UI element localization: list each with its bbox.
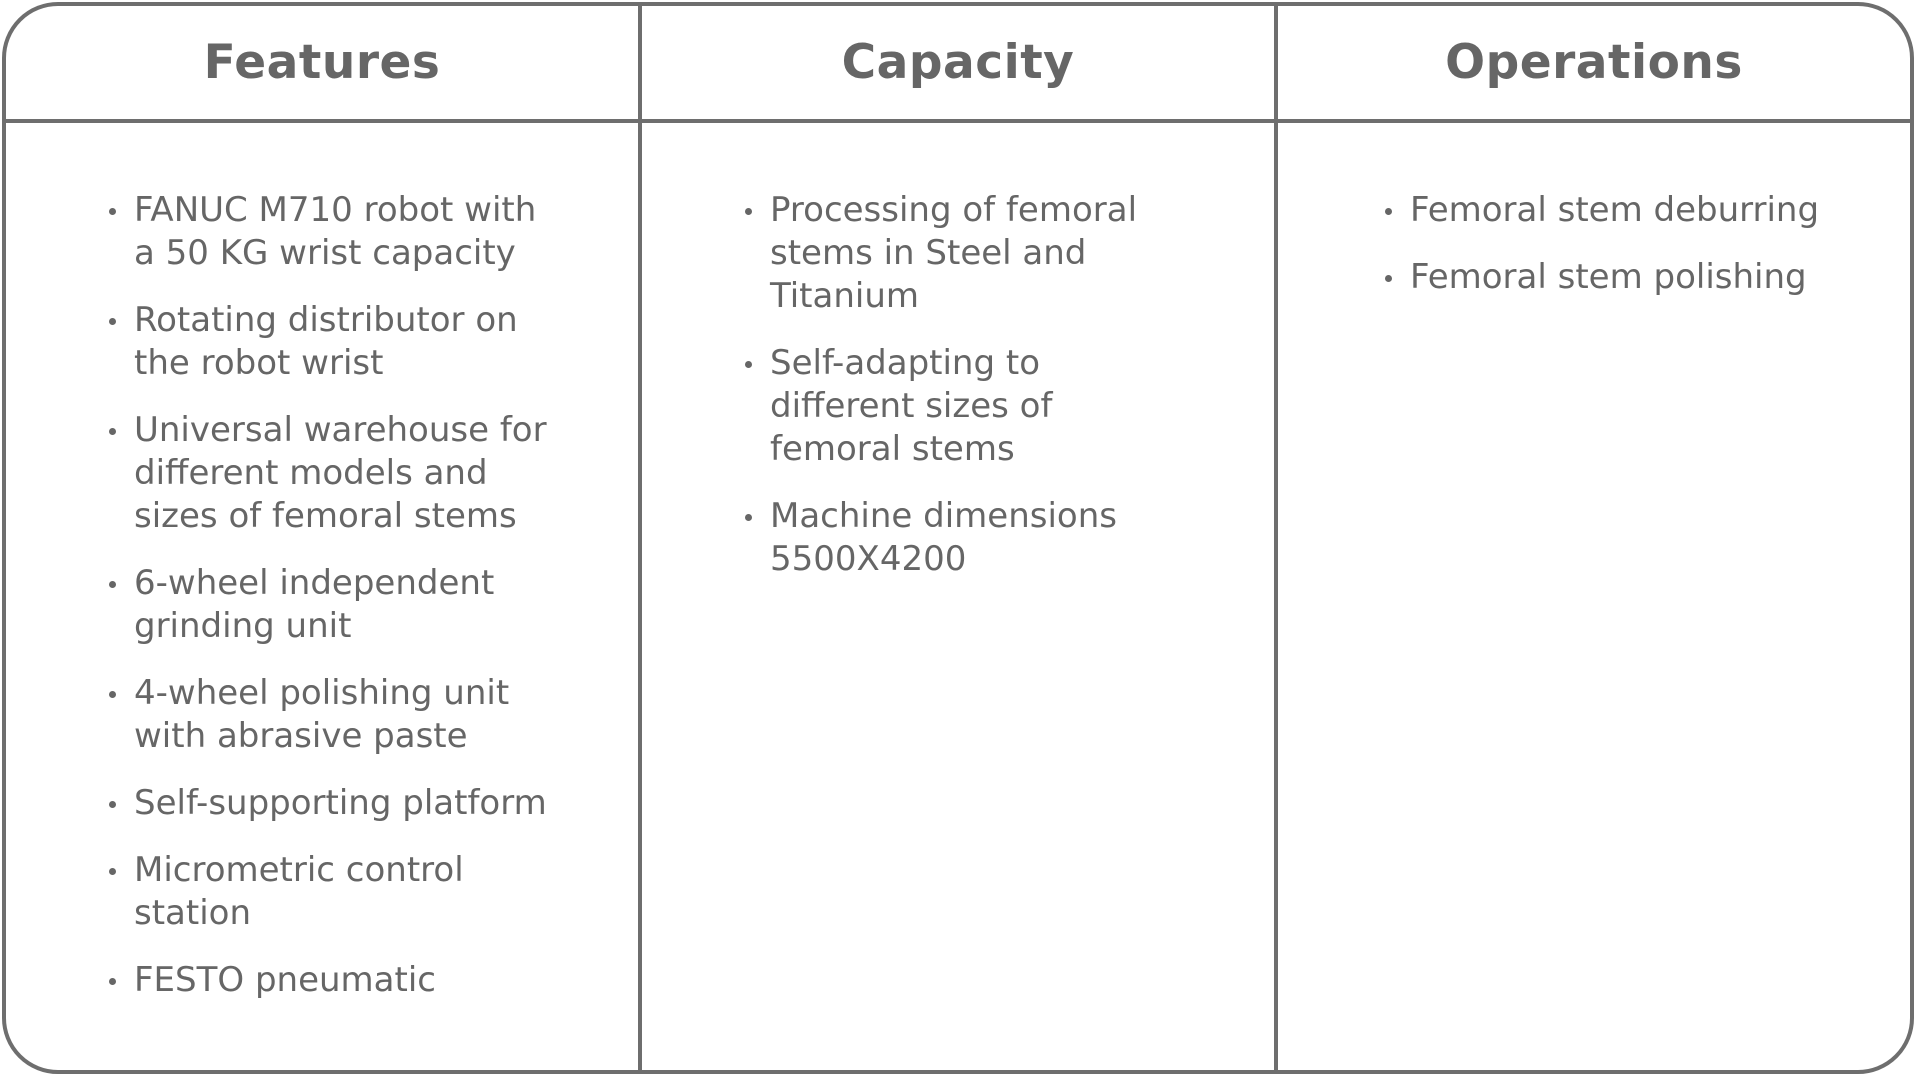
capacity-column: [642, 6, 1278, 1070]
features-list-item: FANUC M710 robot with a 50 KG wrist capacity: [109, 189, 548, 275]
capacity-body: [642, 123, 1274, 1070]
operations-header: Operations: [1278, 6, 1910, 123]
features-list-item: FESTO pneumatic: [109, 959, 548, 1002]
operations-column: [1278, 6, 1910, 1070]
features-list: [109, 189, 548, 1002]
capacity-list-item: Self-adapting to different sizes of femoral stems: [745, 342, 1154, 471]
capacity-list-item: Machine dimensions 5500X4200: [745, 495, 1154, 581]
features-list-item: Universal warehouse for different models and sizes of femoral stems: [109, 409, 548, 538]
features-body: [6, 123, 638, 1070]
spec-table: [2, 2, 1914, 1074]
features-list-item: Rotating distributor on the robot wrist: [109, 299, 548, 385]
capacity-list-item: Processing of femoral stems in Steel and Titanium: [745, 189, 1154, 318]
features-list-item: 4-wheel polishing unit with abrasive paste: [109, 672, 548, 758]
operations-list: [1385, 189, 1850, 299]
operations-list-item: Femoral stem polishing: [1385, 256, 1850, 299]
features-list-item: 6-wheel independent grinding unit: [109, 562, 548, 648]
features-header: Features: [6, 6, 638, 123]
features-list-item: Self-supporting platform: [109, 782, 548, 825]
features-list-item: Micrometric control station: [109, 849, 548, 935]
capacity-list: [745, 189, 1154, 581]
operations-list-item: Femoral stem deburring: [1385, 189, 1850, 232]
features-column: [6, 6, 642, 1070]
capacity-header: Capacity: [642, 6, 1274, 123]
operations-body: [1278, 123, 1910, 1070]
